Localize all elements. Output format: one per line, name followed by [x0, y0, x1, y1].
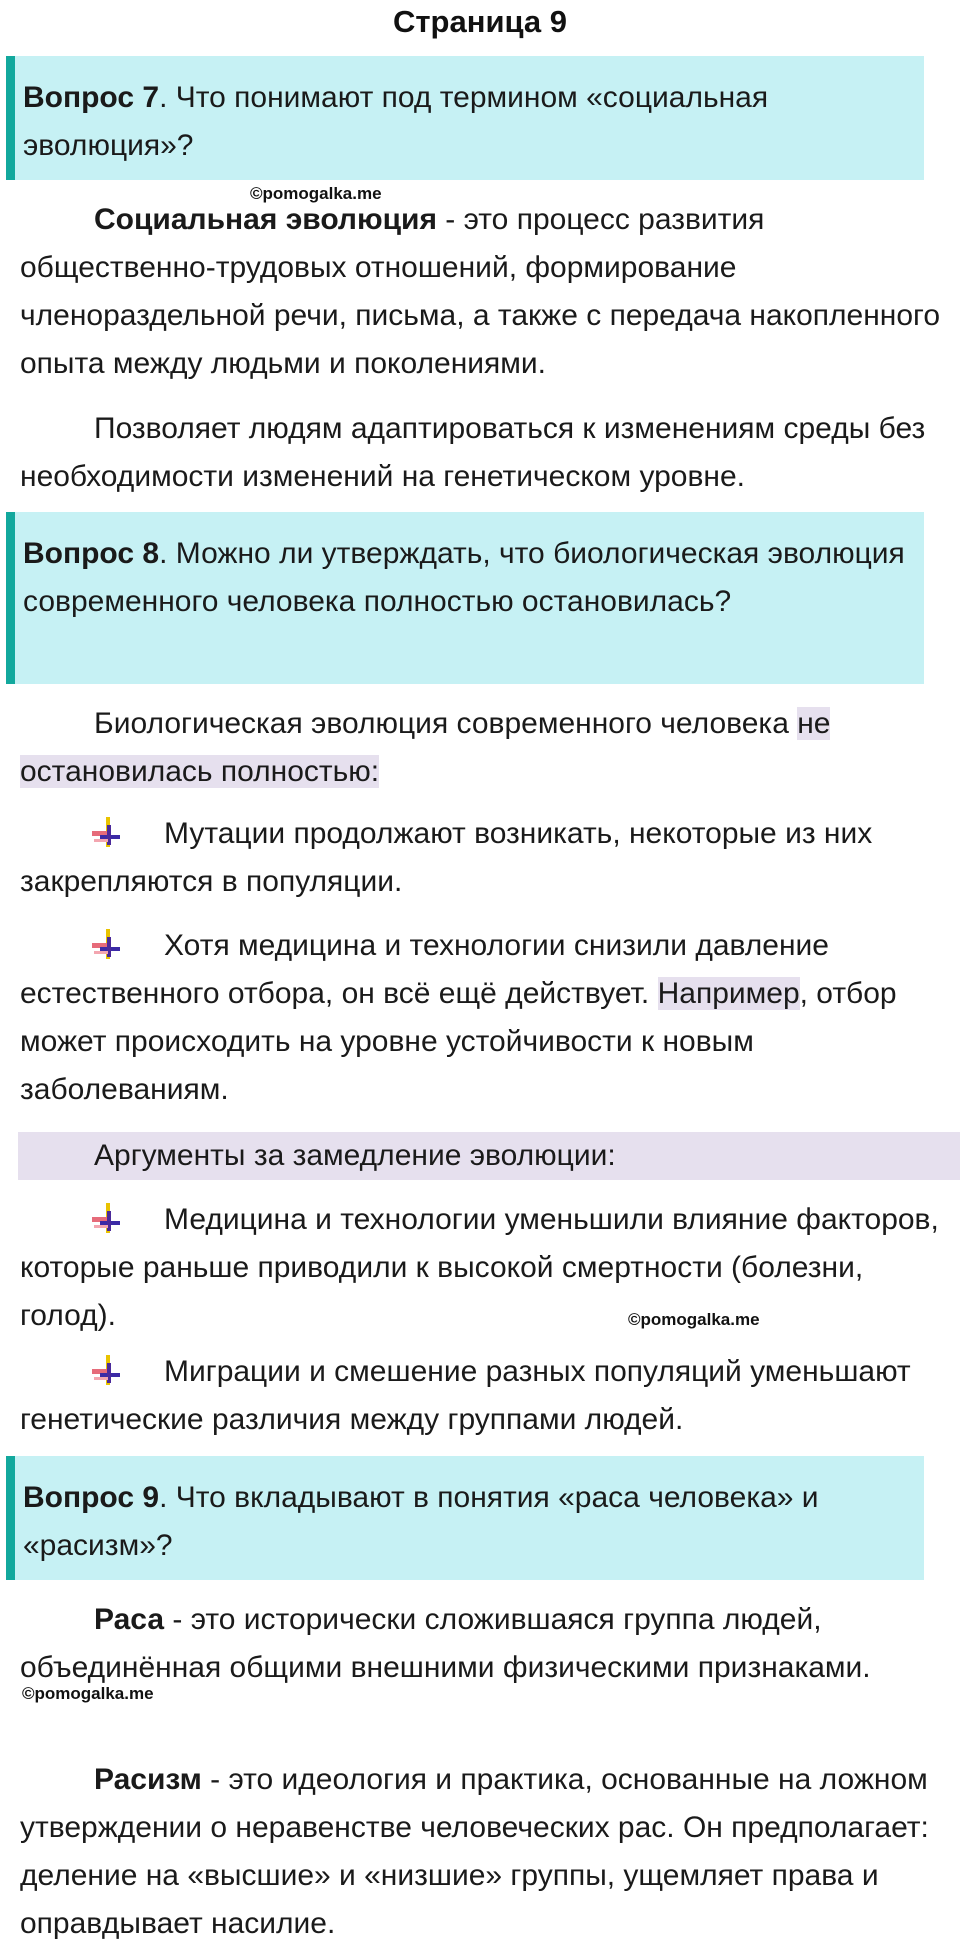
watermark: ©pomogalka.me	[628, 1310, 760, 1329]
watermark: ©pomogalka.me	[22, 1684, 154, 1703]
question-7-box	[6, 56, 924, 180]
bullet-cross-icon	[90, 815, 124, 849]
racism-definition: Расизм - это идеология и практика, основанные на ложном утверждении о неравенстве человеческих рас. Он предполагает: деление на «высшие» и «низшие» группы, ущемляет права и оправдывает насилие.	[20, 1763, 929, 1940]
term-race: Раса	[94, 1603, 165, 1636]
page-title: Страница 9	[392, 4, 568, 39]
term-racism: Расизм	[94, 1763, 202, 1796]
race-definition: Раса - это исторически сложившаяся группа людей, объединённая общими внешними физическими признаками.	[20, 1603, 871, 1684]
question-7-text: . Что понимают под термином «социальная эволюция»?	[23, 81, 769, 162]
term-social-evolution: Социальная эволюция	[94, 203, 437, 236]
question-9-label: Вопрос 9	[23, 1481, 160, 1514]
biological-evolution-intro: Биологическая эволюция современного человека не остановилась полностью:	[20, 707, 831, 788]
bullet-migrations: Миграции и смешение разных популяций уменьшают генетические различия между группами людей.	[20, 1355, 911, 1436]
question-8-box	[6, 512, 924, 684]
bullet-medicine: Медицина и технологии уменьшили влияние факторов, которые раньше приводили к высокой смертности (болезни, голод).	[20, 1203, 939, 1332]
bullet-cross-icon	[90, 927, 124, 961]
highlight-example: Например	[657, 977, 800, 1010]
highlight-not-stopped: не остановилась полностью:	[20, 707, 831, 788]
bullet-natural-selection: Хотя медицина и технологии снизили давление естественного отбора, он всё ещё действует. Например, отбор может происходить на уровне устойчивости к новым заболеваниям.	[20, 929, 897, 1106]
bullet-cross-icon	[90, 1353, 124, 1387]
bullet-cross-icon	[90, 1201, 124, 1235]
question-9-box	[6, 1456, 924, 1580]
watermark: ©pomogalka.me	[250, 184, 382, 203]
arguments-heading: Аргументы за замедление эволюции:	[94, 1139, 616, 1172]
question-7-label: Вопрос 7	[23, 81, 160, 114]
social-evolution-definition: Социальная эволюция - это процесс развития общественно-трудовых отношений, формирование членораздельной речи, письма, а также с передача накопленного опыта между людьми и поколениями.	[20, 203, 941, 380]
question-8-text: . Можно ли утверждать, что биологическая эволюция современного человека полностью остановилась?	[23, 537, 905, 618]
social-evolution-adaptation: Позволяет людям адаптироваться к изменениям среды без необходимости изменений на генетическом уровне.	[20, 412, 926, 493]
bullet-mutations: Мутации продолжают возникать, некоторые из них закрепляются в популяции.	[20, 817, 873, 898]
question-8-label: Вопрос 8	[23, 537, 160, 570]
question-9-text: . Что вкладывают в понятия «раса человека» и «расизм»?	[23, 1481, 819, 1562]
